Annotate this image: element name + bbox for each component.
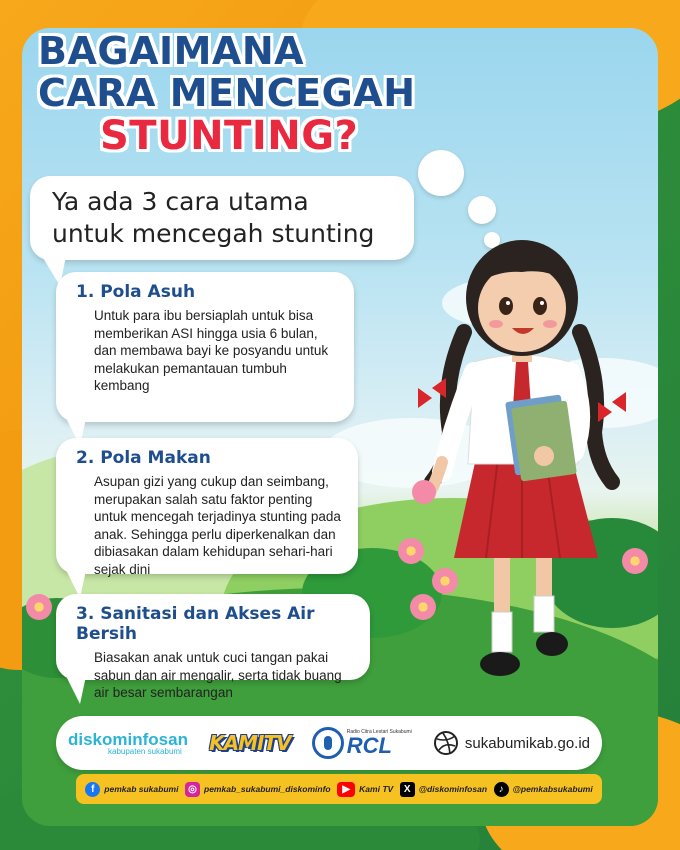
right-hand bbox=[534, 446, 554, 466]
social-tiktok[interactable] bbox=[494, 782, 593, 797]
right-eye-highlight bbox=[540, 301, 544, 305]
tip-card-sanitasi bbox=[56, 594, 370, 700]
x-icon: X bbox=[400, 782, 415, 797]
rcl-logo-subtext: Radio Citra Lestari Sukabumi bbox=[346, 728, 412, 735]
social-instagram[interactable] bbox=[185, 782, 331, 797]
tip-heading: 2. Pola Makan bbox=[76, 448, 211, 468]
rcl-logo bbox=[312, 727, 412, 759]
social-label: pemkab sukabumi bbox=[104, 784, 179, 794]
right-cheek bbox=[543, 320, 557, 328]
left-shoe bbox=[480, 652, 520, 676]
social-media-bar bbox=[76, 774, 602, 804]
tiktok-icon: ♪ bbox=[494, 782, 509, 797]
tip-card-pola-makan bbox=[56, 438, 358, 577]
book-green bbox=[511, 400, 577, 481]
intro-speech-bubble bbox=[30, 176, 414, 260]
youtube-icon: ▶ bbox=[337, 782, 355, 797]
intro-line-2: untuk mencegah stunting bbox=[52, 219, 375, 248]
social-label: @pemkabsukabumi bbox=[512, 784, 593, 794]
left-eye bbox=[499, 297, 513, 315]
diskominfosan-logo-text: diskominfosan bbox=[68, 729, 188, 749]
diskominfosan-logo bbox=[68, 731, 188, 756]
tip-heading: 1. Pola Asuh bbox=[76, 282, 196, 302]
page-title bbox=[38, 29, 468, 159]
left-eye-highlight bbox=[506, 301, 510, 305]
title-line-3: STUNTING? bbox=[100, 113, 359, 159]
held-flower-icon bbox=[412, 480, 436, 504]
partner-logos-bar bbox=[56, 716, 602, 770]
social-label: Kami TV bbox=[359, 784, 394, 794]
tip-heading: 3. Sanitasi dan Akses Air Bersih bbox=[76, 604, 315, 644]
social-label: pemkab_sukabumi_diskominfo bbox=[204, 784, 331, 794]
intro-line-1: Ya ada 3 cara utama bbox=[52, 187, 309, 216]
tip-body: Asupan gizi yang cukup dan seimbang, merupakan salah satu faktor penting untuk mencegah terjadinya stunting pada anak. Sehingga perlu diperkenalkan dan dibiasakan dalam kehidupan sehari-hari sejak dini bbox=[94, 474, 341, 577]
title-line-2: CARA MENCEGAH bbox=[38, 71, 416, 115]
microphone-icon bbox=[312, 727, 344, 759]
social-facebook[interactable] bbox=[85, 782, 178, 797]
tip-body: Biasakan anak untuk cuci tangan pakai sabun dan air mengalir, serta tidak buang air besar sembarangan bbox=[94, 650, 342, 700]
left-cheek bbox=[489, 320, 503, 328]
website-link[interactable] bbox=[433, 730, 590, 756]
right-eye bbox=[533, 297, 547, 315]
thought-bubble-dot bbox=[418, 150, 464, 196]
flower-icon bbox=[26, 594, 52, 620]
social-x[interactable] bbox=[400, 782, 487, 797]
schoolgirl-illustration bbox=[402, 212, 642, 700]
title-line-1: BAGAIMANA bbox=[38, 29, 305, 73]
tip-card-pola-asuh bbox=[56, 272, 354, 422]
face bbox=[478, 264, 566, 352]
rcl-logo-text: RCL bbox=[346, 732, 392, 758]
tip-body: Untuk para ibu bersiaplah untuk bisa memberikan ASI hingga usia 6 bulan, dan membawa bayi ke posyandu untuk melakukan pemantauan tumbuh kembang bbox=[94, 308, 329, 393]
right-shoe bbox=[536, 632, 568, 656]
social-label: @diskominfosan bbox=[418, 784, 488, 794]
instagram-icon: ◎ bbox=[185, 782, 200, 797]
bubble-tail bbox=[66, 676, 86, 704]
left-sock bbox=[492, 612, 512, 652]
social-youtube[interactable] bbox=[337, 782, 393, 797]
facebook-icon: f bbox=[85, 782, 100, 797]
diskominfosan-logo-subtext: kabupaten sukabumi bbox=[108, 746, 182, 756]
kamitv-logo: KAMITV bbox=[209, 731, 291, 755]
right-sock bbox=[534, 596, 554, 632]
dribbble-icon bbox=[433, 730, 459, 756]
website-url: sukabumikab.go.id bbox=[464, 734, 590, 752]
